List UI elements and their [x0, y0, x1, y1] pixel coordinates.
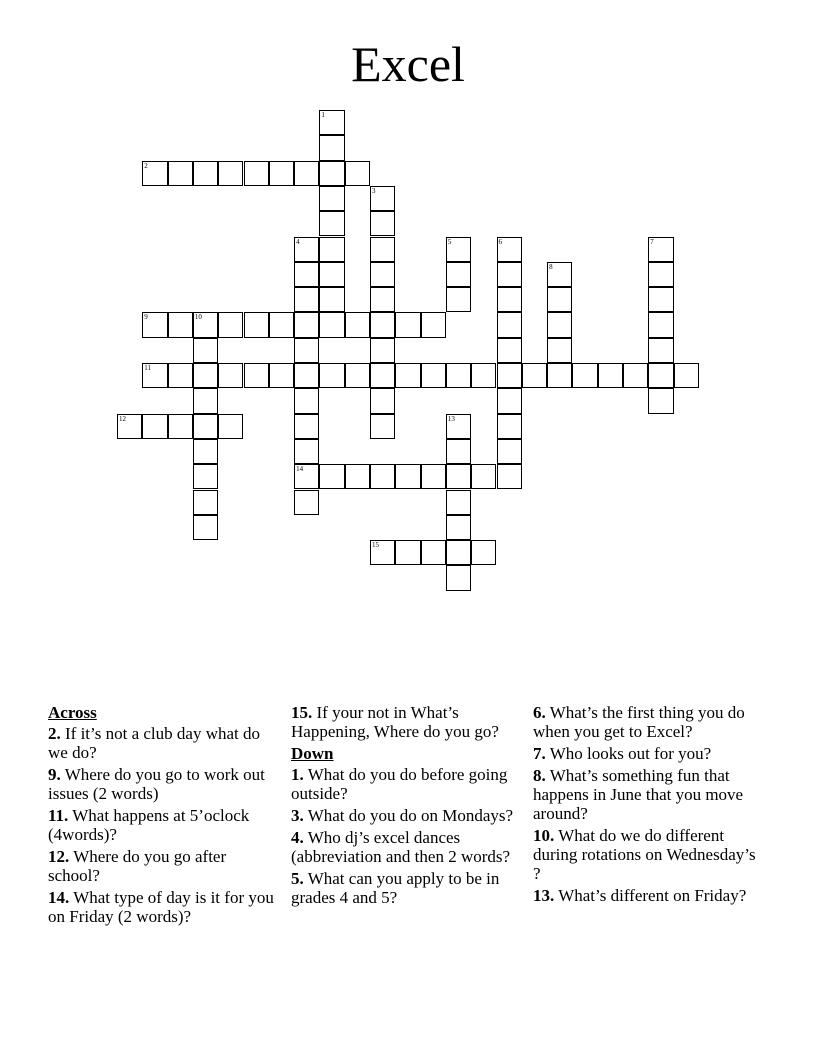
crossword-cell[interactable]	[648, 312, 673, 337]
crossword-cell[interactable]	[294, 262, 319, 287]
clue-column-1	[48, 703, 276, 929]
clue-down-3[interactable]	[291, 806, 529, 825]
cell-number: 2	[144, 161, 148, 170]
crossword-cell[interactable]	[345, 363, 370, 388]
crossword-cell[interactable]	[497, 287, 522, 312]
clue-column-3	[533, 703, 765, 908]
across-heading: Across	[48, 703, 97, 722]
crossword-cell[interactable]	[218, 363, 243, 388]
puzzle-title: Excel	[351, 36, 465, 92]
crossword-cell[interactable]	[319, 135, 344, 160]
clue-across-9[interactable]	[48, 765, 276, 803]
crossword-cell[interactable]	[497, 439, 522, 464]
clue-text: Who looks out for you?	[549, 744, 712, 763]
crossword-cell[interactable]	[319, 161, 344, 186]
crossword-cell[interactable]	[244, 161, 269, 186]
clue-number: 11.	[48, 806, 69, 825]
crossword-cell[interactable]	[294, 464, 319, 489]
crossword-cell[interactable]	[648, 388, 673, 413]
cell-number: 1	[321, 111, 325, 119]
crossword-cell[interactable]	[598, 363, 623, 388]
crossword-cell[interactable]	[497, 312, 522, 337]
clue-text: Who dj’s excel dances (abbreviation and then 2 words?	[291, 828, 511, 866]
crossword-cell[interactable]	[294, 161, 319, 186]
clue-down-10[interactable]	[533, 826, 765, 883]
crossword-cell[interactable]	[370, 388, 395, 413]
clue-number: 4.	[291, 828, 304, 847]
crossword-cell[interactable]	[421, 312, 446, 337]
clue-across-11[interactable]	[48, 806, 276, 844]
crossword-cell[interactable]	[319, 211, 344, 236]
crossword-cell[interactable]	[471, 464, 496, 489]
crossword-cell[interactable]	[193, 161, 218, 186]
down-heading: Down	[291, 744, 334, 763]
crossword-cell[interactable]	[471, 363, 496, 388]
crossword-cell[interactable]	[446, 237, 471, 262]
crossword-cell[interactable]	[370, 186, 395, 211]
crossword-cell[interactable]	[294, 490, 319, 515]
cell-number: 14	[296, 465, 304, 474]
crossword-cell[interactable]	[319, 262, 344, 287]
crossword-cell[interactable]	[193, 414, 218, 439]
crossword-cell[interactable]	[446, 262, 471, 287]
crossword-cell[interactable]	[142, 363, 167, 388]
crossword-cell[interactable]	[648, 237, 673, 262]
clue-number: 6.	[533, 703, 546, 722]
crossword-cell[interactable]	[648, 287, 673, 312]
crossword-cell[interactable]	[446, 540, 471, 565]
clue-text: What can you apply to be in grades 4 and 5?	[291, 869, 500, 907]
clue-number: 12.	[48, 847, 70, 866]
clue-text: Where do you go to work out issues (2 words)	[48, 765, 265, 803]
crossword-cell[interactable]	[547, 262, 572, 287]
cell-number: 7	[650, 237, 654, 246]
crossword-cell[interactable]	[446, 464, 471, 489]
crossword-cell[interactable]	[168, 363, 193, 388]
crossword-cell[interactable]	[218, 161, 243, 186]
clue-text: What do you do before going outside?	[291, 765, 508, 803]
crossword-cell[interactable]	[395, 464, 420, 489]
crossword-cell[interactable]	[497, 414, 522, 439]
clue-column-2	[291, 703, 529, 910]
crossword-cell[interactable]	[345, 464, 370, 489]
crossword-cell[interactable]	[193, 464, 218, 489]
crossword-cell[interactable]	[547, 287, 572, 312]
cell-number: 4	[296, 237, 300, 246]
clue-text: What’s different on Friday?	[558, 886, 747, 905]
crossword-cell[interactable]	[497, 388, 522, 413]
crossword-cell[interactable]	[674, 363, 699, 388]
crossword-cell[interactable]	[319, 464, 344, 489]
crossword-cell[interactable]	[446, 565, 471, 590]
crossword-cell[interactable]	[294, 287, 319, 312]
crossword-cell[interactable]	[193, 515, 218, 540]
crossword-cell[interactable]	[395, 363, 420, 388]
clue-text: If it’s not a club day what do we do?	[48, 724, 260, 762]
crossword-cell[interactable]	[446, 287, 471, 312]
crossword-cell[interactable]	[648, 363, 673, 388]
crossword-cell[interactable]	[345, 161, 370, 186]
clue-number: 13.	[533, 886, 555, 905]
clue-text: What do we do different during rotations on Wednesday’s ?	[533, 826, 756, 883]
clue-number: 10.	[533, 826, 555, 845]
cell-number: 11	[144, 364, 152, 372]
crossword-cell[interactable]	[497, 363, 522, 388]
cell-number: 12	[119, 414, 126, 423]
cell-number: 9	[144, 313, 148, 322]
cell-number: 5	[447, 237, 452, 246]
crossword-cell[interactable]	[446, 515, 471, 540]
crossword-cell[interactable]	[370, 464, 395, 489]
crossword-cell[interactable]	[421, 464, 446, 489]
clue-text: What’s something fun that happens in June that you move around?	[533, 766, 744, 823]
crossword-cell[interactable]	[168, 414, 193, 439]
clue-across-15[interactable]	[291, 703, 529, 741]
crossword-cell[interactable]	[319, 186, 344, 211]
crossword-cell[interactable]	[244, 312, 269, 337]
crossword-cell[interactable]	[193, 439, 218, 464]
cell-number: 15	[372, 541, 379, 550]
crossword-cell[interactable]	[370, 287, 395, 312]
crossword-cell[interactable]	[446, 439, 471, 464]
crossword-cell[interactable]	[370, 363, 395, 388]
clue-number: 8.	[533, 766, 546, 785]
clue-down-6[interactable]	[533, 703, 765, 741]
crossword-cell[interactable]	[421, 363, 446, 388]
crossword-cell[interactable]	[319, 312, 344, 337]
clue-down-5[interactable]	[291, 869, 529, 907]
crossword-cell[interactable]	[319, 363, 344, 388]
crossword-cell[interactable]	[294, 237, 319, 262]
crossword-cell[interactable]	[168, 312, 193, 337]
crossword-cell[interactable]	[547, 363, 572, 388]
crossword-cell[interactable]	[319, 110, 344, 135]
crossword-cell[interactable]	[218, 312, 243, 337]
crossword-cell[interactable]	[547, 338, 572, 363]
crossword-cell[interactable]	[294, 414, 319, 439]
clue-down-8[interactable]	[533, 766, 765, 823]
crossword-cell[interactable]	[244, 363, 269, 388]
crossword-cell[interactable]	[142, 161, 167, 186]
crossword-cell[interactable]	[218, 414, 243, 439]
clue-number: 9.	[48, 765, 61, 784]
cell-number: 6	[498, 237, 502, 246]
crossword-cell[interactable]	[648, 262, 673, 287]
clue-number: 14.	[48, 888, 70, 907]
crossword-cell[interactable]	[269, 161, 294, 186]
clue-across-2[interactable]	[48, 724, 276, 762]
crossword-cell[interactable]	[522, 363, 547, 388]
crossword-cell[interactable]	[269, 312, 294, 337]
clue-number: 2.	[48, 724, 61, 743]
crossword-cell[interactable]	[370, 414, 395, 439]
crossword-cell[interactable]	[370, 312, 395, 337]
clue-number: 5.	[291, 869, 304, 888]
crossword-cell[interactable]	[193, 338, 218, 363]
clue-down-1[interactable]	[291, 765, 529, 803]
crossword-cell[interactable]	[294, 338, 319, 363]
crossword-cell[interactable]	[193, 490, 218, 515]
crossword-cell[interactable]	[294, 388, 319, 413]
crossword-cell[interactable]	[446, 414, 471, 439]
crossword-cell[interactable]	[497, 338, 522, 363]
crossword-cell[interactable]	[395, 312, 420, 337]
clue-number: 15.	[291, 703, 313, 722]
crossword-cell[interactable]	[294, 312, 319, 337]
clue-across-12[interactable]	[48, 847, 276, 885]
clue-across-14[interactable]	[48, 888, 276, 926]
crossword-cell[interactable]	[294, 363, 319, 388]
clue-text: What type of day is it for you on Friday (2 words)?	[48, 888, 274, 926]
clue-text: What happens at 5’oclock (4words)?	[48, 806, 250, 844]
clue-down-13[interactable]	[533, 886, 765, 905]
crossword-cell[interactable]	[370, 338, 395, 363]
crossword-cell[interactable]	[117, 414, 142, 439]
cell-number: 13	[447, 414, 455, 423]
clue-text: What’s the first thing you do when you get to Excel?	[533, 703, 745, 741]
clue-number: 1.	[291, 765, 304, 784]
crossword-cell[interactable]	[471, 540, 496, 565]
crossword-cell[interactable]	[370, 540, 395, 565]
crossword-cell[interactable]	[319, 237, 344, 262]
crossword-cell[interactable]	[193, 388, 218, 413]
clue-text: Where do you go after school?	[48, 847, 227, 885]
crossword-cell[interactable]	[446, 490, 471, 515]
crossword-cell[interactable]	[497, 464, 522, 489]
crossword-cell[interactable]	[547, 312, 572, 337]
crossword-cell[interactable]	[193, 312, 218, 337]
crossword-cell[interactable]	[370, 262, 395, 287]
crossword-cell[interactable]	[294, 439, 319, 464]
cell-number: 10	[194, 313, 202, 322]
crossword-cell[interactable]	[395, 540, 420, 565]
crossword-cell[interactable]	[193, 363, 218, 388]
clue-text: If your not in What’s Happening, Where do you go?	[291, 703, 499, 741]
cell-number: 8	[549, 262, 553, 271]
crossword-cell[interactable]	[142, 414, 167, 439]
clue-down-4[interactable]	[291, 828, 529, 866]
crossword-cell[interactable]	[497, 262, 522, 287]
crossword-cell[interactable]	[142, 312, 167, 337]
cell-number: 3	[372, 186, 376, 195]
crossword-cell[interactable]	[648, 338, 673, 363]
crossword-cell[interactable]	[370, 211, 395, 236]
clue-down-7[interactable]	[533, 744, 765, 763]
crossword-cell[interactable]	[421, 540, 446, 565]
crossword-cell[interactable]	[572, 363, 597, 388]
crossword-cell[interactable]	[370, 237, 395, 262]
clue-text: What do you do on Mondays?	[307, 806, 514, 825]
crossword-cell[interactable]	[446, 363, 471, 388]
crossword-cell[interactable]	[168, 161, 193, 186]
crossword-cell[interactable]	[497, 237, 522, 262]
crossword-cell[interactable]	[345, 312, 370, 337]
crossword-cell[interactable]	[319, 287, 344, 312]
clue-number: 3.	[291, 806, 304, 825]
crossword-cell[interactable]	[269, 363, 294, 388]
clue-number: 7.	[533, 744, 546, 763]
crossword-cell[interactable]	[623, 363, 648, 388]
